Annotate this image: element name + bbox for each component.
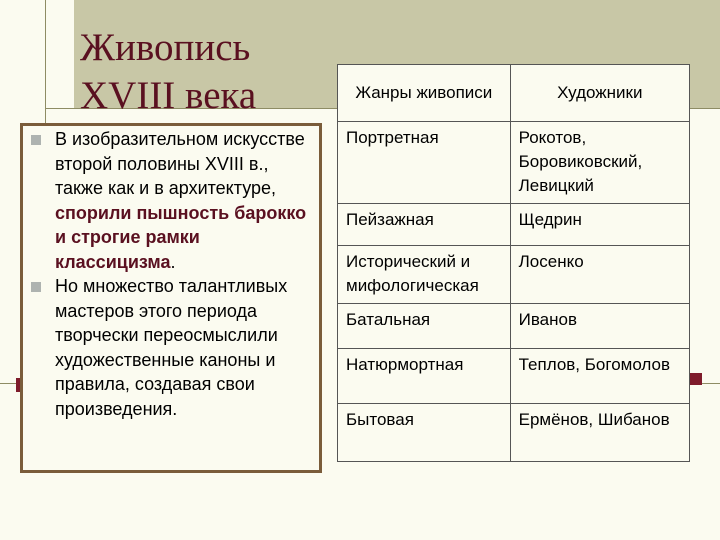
artists-cell: Ермёнов, Шибанов <box>510 404 689 462</box>
table-row <box>338 122 690 204</box>
genre-cell: Батальная <box>338 304 511 349</box>
table-row <box>338 349 690 404</box>
deco-square <box>690 373 702 385</box>
slide-title <box>80 24 256 120</box>
bullet-square-icon <box>31 135 41 145</box>
bullet-item <box>31 127 321 274</box>
genre-cell: Исторический и мифологическая <box>338 246 511 304</box>
table-row <box>338 204 690 246</box>
bullet-list <box>31 127 321 421</box>
bullet-text-end: . <box>170 251 176 272</box>
header-genres: Жанры живописи <box>338 65 511 122</box>
bullet-highlight: спорили пышность барокко и строгие рамки классицизма <box>55 202 307 272</box>
table-header-row <box>338 65 690 122</box>
bullet-text: В изобразительном искусстве второй половины XVIII в., также как и в архитектуре, <box>55 129 305 198</box>
artists-cell: Лосенко <box>510 246 689 304</box>
table-row <box>338 304 690 349</box>
corner-block <box>0 0 74 108</box>
genres-table <box>337 64 690 462</box>
header-artists: Художники <box>510 65 689 122</box>
genre-cell: Пейзажная <box>338 204 511 246</box>
genre-cell: Натюрмортная <box>338 349 511 404</box>
artists-cell: Теплов, Богомолов <box>510 349 689 404</box>
bullet-item <box>31 274 321 421</box>
table-row <box>338 246 690 304</box>
table-row <box>338 404 690 462</box>
bullet-text: Но множество талантливых мастеров этого периода творчески переосмыслили художественные каноны и правила, создавая свои произведения. <box>55 276 288 419</box>
genre-cell: Портретная <box>338 122 511 204</box>
artists-cell: Рокотов, Боровиковский, Левицкий <box>510 122 689 204</box>
title-line-1: Живопись <box>80 26 251 69</box>
artists-cell: Щедрин <box>510 204 689 246</box>
title-line-2: XVIII века <box>80 74 257 117</box>
bullet-square-icon <box>31 282 41 292</box>
artists-cell: Иванов <box>510 304 689 349</box>
genre-cell: Бытовая <box>338 404 511 462</box>
